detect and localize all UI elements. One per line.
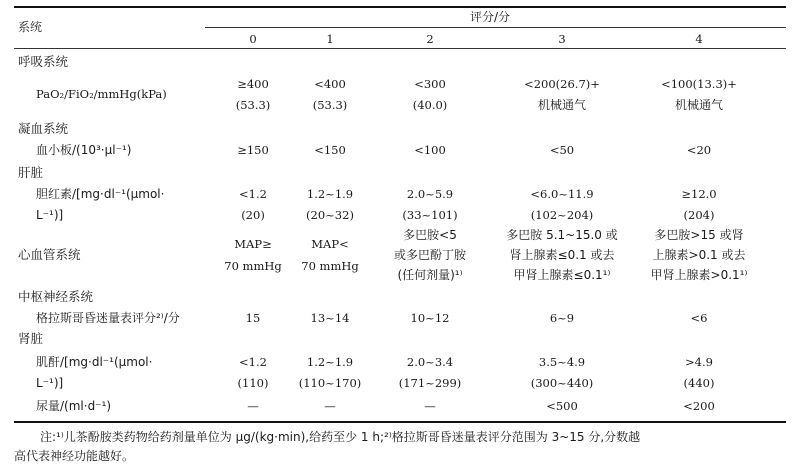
- urine-param: 尿量/(ml·d⁻¹): [36, 399, 112, 413]
- liver-param-2: L⁻¹)]: [36, 208, 64, 222]
- kidney-3-b: (300~440): [530, 376, 594, 390]
- cardio-3-a: 多巴胺 5.1~15.0 或: [506, 228, 618, 242]
- score-header: 评分/分: [469, 10, 511, 24]
- score-0-header: 0: [249, 32, 257, 46]
- liver-param-1: 胆红素/[mg·dl⁻¹(μmol·: [36, 187, 165, 201]
- cns-1: 13~14: [310, 311, 350, 325]
- resp-0-b: (53.3): [235, 98, 271, 112]
- score-3-header: 3: [558, 32, 566, 46]
- cardio-2-c: (任何剂量)¹⁾: [397, 268, 463, 282]
- cardio-1-b: 70 mmHg: [301, 259, 359, 273]
- cardio-3-c: 甲肾上腺素≤0.1¹⁾: [513, 268, 611, 282]
- resp-2-b: (40.0): [412, 98, 448, 112]
- kidney-2-b: (171~299): [398, 376, 462, 390]
- cns-4: <6: [690, 311, 708, 325]
- cardio-title: 心血管系统: [18, 247, 81, 262]
- resp-4-a: <100(13.3)+: [661, 77, 737, 91]
- urine-1: —: [324, 399, 336, 413]
- cns-title: 中枢神经系统: [18, 289, 94, 304]
- coagulation-title: 凝血系统: [18, 121, 69, 136]
- cardio-1-a: MAP<: [311, 237, 349, 251]
- resp-1-b: (53.3): [312, 98, 348, 112]
- score-1-header: 1: [326, 32, 334, 46]
- cns-param: 格拉斯哥昏迷量表评分²⁾/分: [36, 311, 180, 325]
- footnote-line-1: 注:¹⁾儿茶酚胺类药物给药剂量单位为 μg/(kg·min),给药至少 1 h;²⁾格拉斯哥昏迷量表评分范围为 3~15 分,分数越: [40, 430, 641, 444]
- kidney-2-a: 2.0~3.4: [406, 355, 454, 369]
- kidney-1-b: (110~170): [298, 376, 362, 390]
- resp-1-a: <400: [314, 77, 346, 91]
- coag-3: <50: [549, 143, 575, 157]
- urine-3: <500: [546, 399, 578, 413]
- coag-4: <20: [686, 143, 712, 157]
- kidney-param-2: L⁻¹)]: [36, 376, 64, 390]
- urine-4: <200: [683, 399, 715, 413]
- coag-2: <100: [414, 143, 446, 157]
- liver-0-b: (20): [241, 208, 265, 222]
- liver-2-b: (33~101): [402, 208, 458, 222]
- cardio-4-c: 甲肾上腺素>0.1¹⁾: [650, 268, 748, 282]
- coag-0: ≥150: [237, 143, 269, 157]
- kidney-0-a: <1.2: [239, 355, 267, 369]
- cns-3: 6~9: [549, 311, 575, 325]
- cardio-0-b: 70 mmHg: [224, 259, 282, 273]
- liver-2-a: 2.0~5.9: [406, 187, 454, 201]
- liver-1-b: (20~32): [306, 208, 354, 222]
- header-bottom-rule: [14, 48, 786, 49]
- cardio-2-b: 或多巴酚丁胺: [393, 248, 467, 262]
- respiratory-param: PaO₂/FiO₂/mmHg(kPa): [36, 87, 167, 101]
- cns-0: 15: [245, 311, 261, 325]
- resp-3-a: <200(26.7)+: [524, 77, 600, 91]
- system-header: 系统: [18, 20, 43, 34]
- liver-3-b: (102~204): [530, 208, 594, 222]
- kidney-3-a: 3.5~4.9: [538, 355, 586, 369]
- liver-title: 肝脏: [18, 165, 44, 180]
- liver-0-a: <1.2: [239, 187, 267, 201]
- score-2-header: 2: [426, 32, 434, 46]
- cardio-4-a: 多巴胺>15 或肾: [654, 228, 744, 242]
- resp-0-a: ≥400: [237, 77, 269, 91]
- liver-4-b: (204): [683, 208, 715, 222]
- cardio-3-b: 肾上腺素≤0.1 或去: [509, 248, 615, 262]
- cardio-2-a: 多巴胺<5: [403, 228, 457, 242]
- liver-3-a: <6.0~11.9: [530, 187, 594, 201]
- liver-1-a: 1.2~1.9: [306, 187, 354, 201]
- kidney-0-b: (110): [237, 376, 269, 390]
- coag-1: <150: [314, 143, 346, 157]
- resp-2-a: <300: [414, 77, 446, 91]
- urine-2: —: [424, 399, 436, 413]
- cardio-4-b: 上腺素>0.1 或去: [652, 248, 746, 262]
- kidney-1-a: 1.2~1.9: [306, 355, 354, 369]
- urine-0: —: [247, 399, 259, 413]
- top-rule: [14, 6, 786, 8]
- bottom-rule: [14, 421, 786, 423]
- kidney-4-a: >4.9: [685, 355, 713, 369]
- cardio-0-a: MAP≥: [234, 237, 272, 251]
- liver-4-a: ≥12.0: [681, 187, 717, 201]
- kidney-title: 肾脏: [18, 331, 44, 346]
- resp-4-b: 机械通气: [674, 98, 724, 112]
- resp-3-b: 机械通气: [537, 98, 587, 112]
- respiratory-title: 呼吸系统: [18, 54, 69, 69]
- kidney-param-1: 肌酐/[mg·dl⁻¹(μmol·: [36, 355, 153, 369]
- score-header-rule: [205, 27, 786, 28]
- cns-2: 10~12: [410, 311, 450, 325]
- kidney-4-b: (440): [683, 376, 715, 390]
- coagulation-param: 血小板/(10³·μl⁻¹): [36, 143, 132, 157]
- footnote-line-2: 高代表神经功能越好。: [14, 449, 135, 463]
- score-4-header: 4: [695, 32, 703, 46]
